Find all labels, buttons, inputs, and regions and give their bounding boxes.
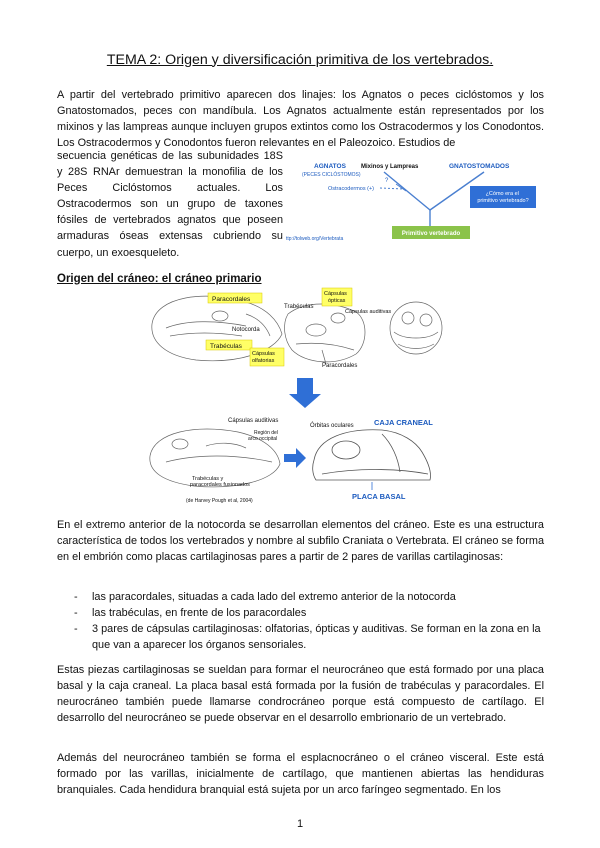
phylo-question-box — [470, 186, 536, 208]
label-placa-basal: PLACA BASAL — [352, 492, 406, 501]
label-capsulas-olfatorias: Cápsulas olfatorias — [252, 351, 275, 364]
label-capsulas-auditivas: Cápsulas auditivas — [228, 418, 279, 424]
label-trabeculas: Trabéculas — [284, 304, 314, 310]
phylo-gnatostomados: GNATOSTOMADOS — [449, 163, 510, 170]
phylo-mixinos: Mixinos y Lampreas — [361, 164, 419, 170]
label-region-arco: Región del arco occipital — [248, 430, 278, 442]
paragraph-neurocraneo: Estas piezas cartilaginosas se sueldan para formar el neurocráneo que está formado por una placa basal y la caja craneal. La placa basal está formada por la fusión de trabéculas y paracordales. El neurocráneo también puede llamarse condrocráneo porque está compuesto de cartílago. El desarrollo del neurocráneo se puede observar en el desarrollo embrionario de un vertebrado. — [57, 664, 544, 725]
list-item: - las trabéculas, en frente de los paracordales — [57, 605, 544, 621]
label-paracordales: Paracordales — [322, 363, 358, 369]
skull-bottom-right-sketch — [313, 430, 431, 480]
phylo-question-mark: ? — [385, 178, 389, 184]
phylogeny-diagram — [284, 156, 546, 248]
down-arrow — [289, 378, 321, 408]
phylo-agnatos: AGNATOS — [314, 163, 346, 170]
phylo-ostracodermos: Ostracodermos (+) — [328, 186, 374, 192]
label-capsulas-opticas: Cápsulas ópticas — [324, 291, 347, 304]
intro-paragraph-wrap: secuencia genéticas de las subunidades 18S y 28S RNAr demuestran la monofilia de los Peces Ciclóstomos actuales. Los Ostracodermos son un grupo de taxones fósiles de vertebrados agnatos que poseen armaduras óseas extensas cubriendo su cuerpo, un exoesqueleto. — [57, 150, 283, 259]
phylo-ciclostomos: (PECES CICLÓSTOMOS) — [302, 172, 361, 178]
phylo-question: ¿Cómo era el primitivo vertebrado? — [477, 191, 529, 204]
phylo-root: Primitivo vertebrado — [401, 231, 461, 237]
right-arrow — [284, 448, 306, 468]
phylo-ostracodermos-branch — [380, 188, 404, 189]
paragraph-notocorda: En el extremo anterior de la notocorda se desarrollan elementos del cráneo. Este es una estructura característica de todos los vertebrados y nombre al subfilo Craniata o Vertebrata. El cráneo se forma en el embrión como placas cartilaginosas pares a partir de 2 pares de varillas cartilaginosas: — [57, 519, 544, 564]
section-title: Origen del cráneo: el cráneo primario — [57, 272, 262, 285]
phylo-branch-left — [384, 172, 430, 210]
label-capsulas-auditivas-top: Cápsulas auditivas — [345, 309, 392, 315]
label-orbitas: Órbitas oculares — [310, 423, 354, 429]
label-paracordales-box: Paracordales — [212, 296, 251, 303]
label-trabeculas-fusionados: Trabéculas y paracordales fusionados — [190, 476, 250, 488]
label-notocorda: Notocorda — [232, 327, 260, 333]
label-caja-craneal: CAJA CRANEAL — [374, 418, 433, 427]
document-title: TEMA 2: Origen y diversificación primitiva de los vertebrados. — [106, 51, 494, 68]
list-item: - las paracordales, situadas a cada lado del extremo anterior de la notocorda — [57, 589, 544, 605]
phylo-source: ttp://tolweb.org/Vertebrata — [286, 236, 344, 242]
phylo-mixinos-branch — [396, 184, 406, 191]
cartilage-list — [57, 589, 544, 653]
figure-credit: (de Harvey Pough et al, 2004) — [186, 498, 253, 504]
paragraph-esplacnocraneo: Además del neurocráneo también se forma el esplacnocráneo o el cráneo visceral. Este está formado por las varillas, inicialmente de cartílago, que mantienen abiertas las hendiduras branquiales. Cada hendidura branquial está sujeta por un arco faríngeo segmentado. En los — [57, 752, 544, 797]
embryo-right-sketch — [390, 302, 442, 354]
intro-paragraph: A partir del vertebrado primitivo aparecen dos linajes: los Agnatos o peces ciclóstomos y los Gnatostomados, peces con mandíbula. Los Agnatos actualmente están representados por los mixinos y las lampreas aunque incluyen grupos extintos como los Ostracodermos y los Conodontos. Los Ostracodermos y Conodontos fueron relevantes en el Paleozoico. Estudios de — [57, 89, 544, 150]
label-trabeculas-box: Trabéculas — [210, 343, 242, 350]
page-number: 1 — [296, 818, 304, 830]
skull-development-figure — [146, 284, 454, 516]
list-item: - 3 pares de cápsulas cartilaginosas: olfatorias, ópticas y auditivas. Se forman en la zona en la que van a aparecer los órganos sensoriales. — [57, 621, 544, 653]
